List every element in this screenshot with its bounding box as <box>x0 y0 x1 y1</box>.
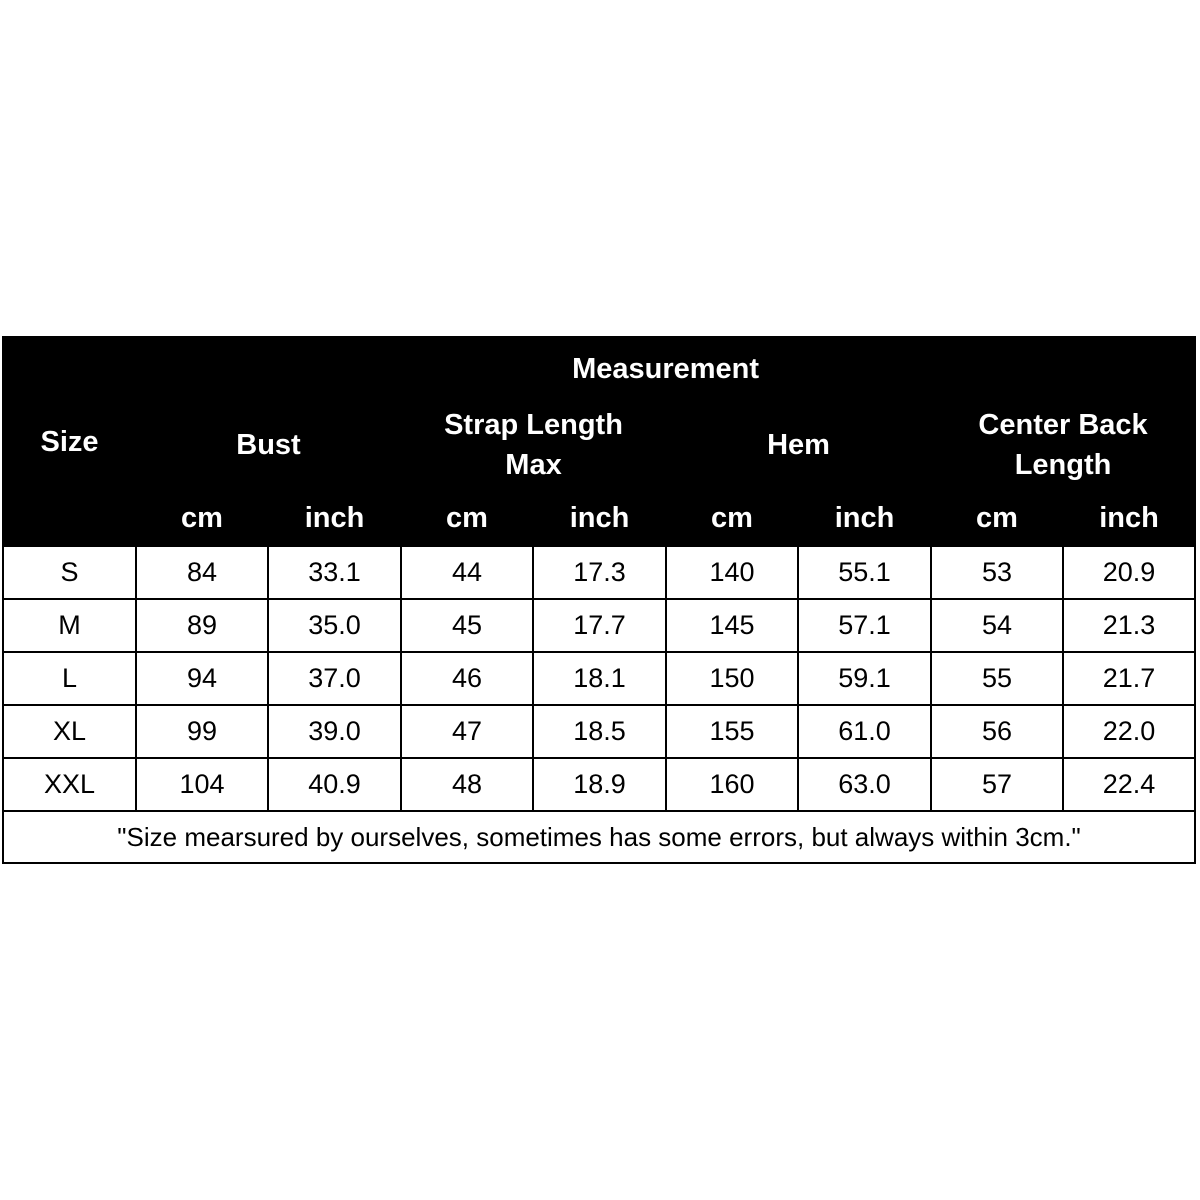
table-cell: 39.0 <box>268 705 401 758</box>
group-header-strap-length-max <box>401 400 666 490</box>
unit-header-cbl-inch: inch <box>1063 490 1195 546</box>
group-header-strap-line-1: Strap Length <box>444 409 623 441</box>
table-cell: 104 <box>136 758 268 811</box>
table-cell: 18.5 <box>533 705 666 758</box>
unit-header-bust-cm: cm <box>136 490 268 546</box>
table-cell: 94 <box>136 652 268 705</box>
size-cell: XXL <box>3 758 136 811</box>
table-row <box>3 652 1195 705</box>
group-header-center-back-length <box>931 400 1195 490</box>
group-header-cbl-line-2: Length <box>1014 449 1112 481</box>
group-header-hem <box>666 400 931 490</box>
table-cell: 160 <box>666 758 798 811</box>
table-row <box>3 546 1195 599</box>
group-header-hem-line: Hem <box>767 429 830 461</box>
table-cell: 53 <box>931 546 1063 599</box>
table-cell: 57 <box>931 758 1063 811</box>
unit-header-strap-cm: cm <box>401 490 533 546</box>
table-cell: 55 <box>931 652 1063 705</box>
group-header-strap-line-2: Max <box>505 449 562 481</box>
table-cell: 84 <box>136 546 268 599</box>
header-row-measurement <box>3 337 1195 400</box>
table-cell: 18.9 <box>533 758 666 811</box>
table-cell: 54 <box>931 599 1063 652</box>
table-cell: 61.0 <box>798 705 931 758</box>
measurement-header: Measurement <box>136 337 1195 400</box>
unit-header-strap-inch: inch <box>533 490 666 546</box>
header-row-units <box>3 490 1195 546</box>
table-cell: 56 <box>931 705 1063 758</box>
table-cell: 18.1 <box>533 652 666 705</box>
table-cell: 57.1 <box>798 599 931 652</box>
table-cell: 33.1 <box>268 546 401 599</box>
table-cell: 46 <box>401 652 533 705</box>
table-cell: 21.7 <box>1063 652 1195 705</box>
table-cell: 140 <box>666 546 798 599</box>
table-cell: 35.0 <box>268 599 401 652</box>
table-cell: 48 <box>401 758 533 811</box>
group-header-bust <box>136 400 401 490</box>
size-chart-table <box>2 336 1196 864</box>
table-row <box>3 758 1195 811</box>
unit-header-hem-cm: cm <box>666 490 798 546</box>
table-cell: 45 <box>401 599 533 652</box>
table-cell: 63.0 <box>798 758 931 811</box>
table-cell: 22.0 <box>1063 705 1195 758</box>
table-row <box>3 705 1195 758</box>
table-cell: 99 <box>136 705 268 758</box>
table-cell: 145 <box>666 599 798 652</box>
unit-header-hem-inch: inch <box>798 490 931 546</box>
table-cell: 37.0 <box>268 652 401 705</box>
size-cell: L <box>3 652 136 705</box>
table-cell: 44 <box>401 546 533 599</box>
unit-header-cbl-cm: cm <box>931 490 1063 546</box>
table-cell: 20.9 <box>1063 546 1195 599</box>
table-cell: 89 <box>136 599 268 652</box>
table-cell: 17.7 <box>533 599 666 652</box>
table-cell: 22.4 <box>1063 758 1195 811</box>
unit-header-bust-inch: inch <box>268 490 401 546</box>
size-cell: M <box>3 599 136 652</box>
header-row-groups <box>3 400 1195 490</box>
size-cell: S <box>3 546 136 599</box>
group-header-cbl-line-1: Center Back <box>978 409 1148 441</box>
table-cell: 47 <box>401 705 533 758</box>
note-row <box>3 811 1195 863</box>
measurement-note: "Size mearsured by ourselves, sometimes has some errors, but always within 3cm." <box>3 811 1195 863</box>
table-cell: 17.3 <box>533 546 666 599</box>
size-column-header: Size <box>3 337 136 546</box>
table-row <box>3 599 1195 652</box>
table-cell: 40.9 <box>268 758 401 811</box>
table-cell: 150 <box>666 652 798 705</box>
table-cell: 59.1 <box>798 652 931 705</box>
table-cell: 21.3 <box>1063 599 1195 652</box>
table-cell: 55.1 <box>798 546 931 599</box>
size-cell: XL <box>3 705 136 758</box>
table-cell: 155 <box>666 705 798 758</box>
group-header-bust-line: Bust <box>236 429 301 461</box>
